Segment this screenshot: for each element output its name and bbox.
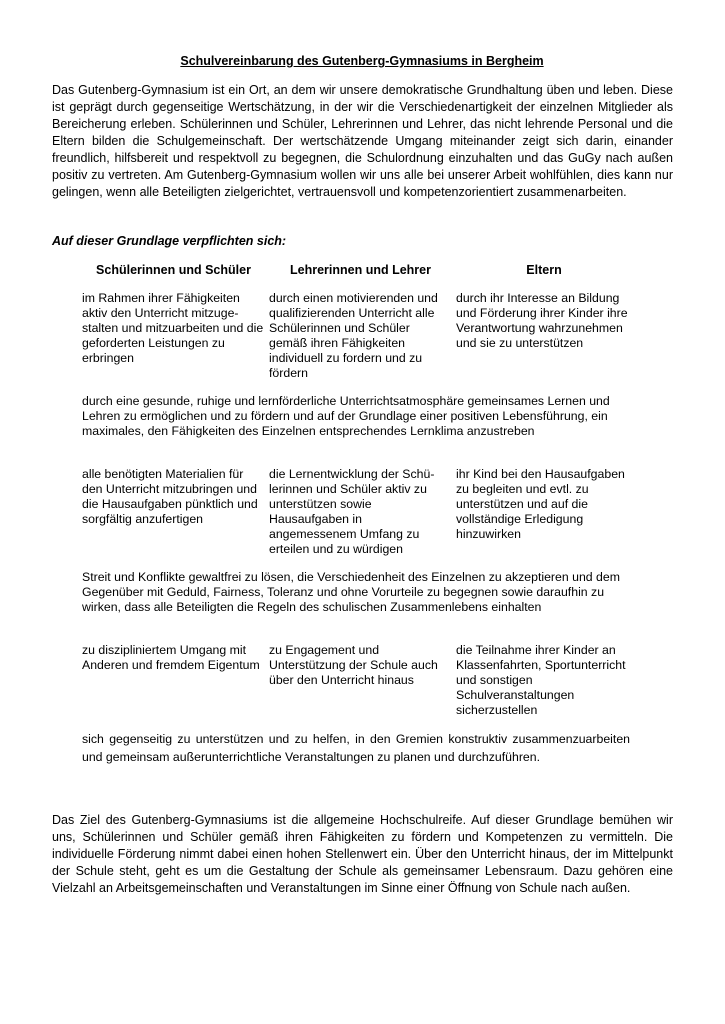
- parents-obligation-1: durch ihr Interesse an Bildung und Förderung ihrer Kinder ihre Verantwortung wahrzunehmen und sie zu unterstützen: [456, 291, 628, 350]
- parents-obligation-2: ihr Kind bei den Hausaufgaben zu begleiten und evtl. zu unterstützen und auf die vollständige Erledigung hinzuwirken: [456, 467, 625, 541]
- obligations-subheading: Auf dieser Grundlage verpflichten sich:: [52, 234, 287, 248]
- parents-obligation-3: die Teilnahme ihrer Kinder an Klassenfahrten, Sportunterricht und sonstigen Schulveranstaltungen sicherzustellen: [456, 643, 626, 717]
- intro-paragraph: Das Gutenberg-Gymnasium ist ein Ort, an dem wir unsere demokratische Grundhaltung üben und leben. Diese ist geprägt durch gegenseitige Wertschätzung, in der wir die Verschiedenartigkeit der einzelnen Mitglieder als Bereicherung erleben. Schülerinnen und Schüler, Lehrerinnen und Lehrer, das nicht lehrende Personal und die Eltern bilden die Schulgemeinschaft. Der wertschätzende Umgang miteinander zeigt sich darin, einander freundlich, hilfsbereit und respektvoll zu begegnen, die Schulordnung einzuhalten und das GuGy nach außen positiv zu vertreten. Am Gutenberg-Gymnasium wollen wir uns alle bei unserer Arbeit wohlfühlen, dies kann nur gelingen, wenn alle Beteiligten zielgerichtet, vertrauensvoll und kompetenzorientiert zusammenarbeiten.: [52, 83, 673, 199]
- students-obligation-2: alle benötigten Materialien für den Unterricht mitzubringen und die Hausaufgaben pünktlich und sorgfältig anzufertigen: [82, 467, 258, 526]
- teachers-obligation-1: durch einen motivierenden und qualifizierenden Unterricht alle Schülerinnen und Schüler gemäß ihren Fähigkeiten individuell zu fordern und zu fördern: [269, 291, 438, 380]
- students-obligation-3: zu diszipliniertem Umgang mit Anderen und fremdem Eigentum: [82, 643, 260, 672]
- shared-obligation-1: durch eine gesunde, ruhige und lernförderliche Unterrichtsatmosphäre gemeinsames Lernen und Lehren zu ermöglichen und zu fördern und auf der Grundlage einer positiven Lebensführung, ein maximales, den Fähigkeiten des Einzelnen entsprechendes Lernklima anzustreben: [82, 394, 610, 438]
- column-header-teachers: Lehrerinnen und Lehrer: [290, 263, 431, 277]
- shared-obligation-3: sich gegenseitig zu unterstützen und zu helfen, in den Gremien konstruktiv zusammenzuarbeiten und gemeinsam außerunterrichtliche Veranstaltungen zu planen und durchzuführen.: [82, 732, 630, 764]
- teachers-obligation-3: zu Engagement und Unterstützung der Schule auch über den Unterricht hinaus: [269, 643, 438, 687]
- closing-paragraph: Das Ziel des Gutenberg-Gymnasiums ist die allgemeine Hochschulreife. Auf dieser Grundlage bemühen wir uns, Schülerinnen und Schüler gemäß ihren Fähigkeiten zu fördern und Kompetenzen zu vermitteln. Die individuelle Förderung nimmt dabei einen hohen Stellenwert ein. Über den Unterricht hinaus, der im Mittelpunkt der Schule steht, geht es um die Gestaltung der Schule als gemeinsamer Lebensraum. Dazu gehören eine Vielzahl an Arbeitsgemeinschaften und Veranstaltungen im Sinne einer Öffnung von Schule nach außen.: [52, 813, 673, 895]
- teachers-obligation-2: die Lernentwicklung der Schü-lerinnen und Schüler aktiv zu unterstützen sowie Hausaufgaben in angemessenem Umfang zu erteilen und zu würdigen: [269, 467, 435, 556]
- shared-obligation-2: Streit und Konflikte gewaltfrei zu lösen, die Verschiedenheit des Einzelnen zu akzeptieren und dem Gegenüber mit Geduld, Fairness, Toleranz und ohne Vorurteile zu begegnen sowie daraufhin zu wirken, dass alle Beteiligten die Regeln des schulischen Zusammenlebens einhalten: [82, 570, 620, 614]
- column-header-students: Schülerinnen und Schüler: [96, 263, 251, 277]
- students-obligation-1: im Rahmen ihrer Fähigkeiten aktiv den Unterricht mitzuge-stalten und mitzuarbeiten und die geforderten Leistungen zu erbringen: [82, 291, 264, 365]
- document-title: Schulvereinbarung des Gutenberg-Gymnasiums in Bergheim: [180, 54, 544, 68]
- column-header-parents: Eltern: [526, 263, 562, 277]
